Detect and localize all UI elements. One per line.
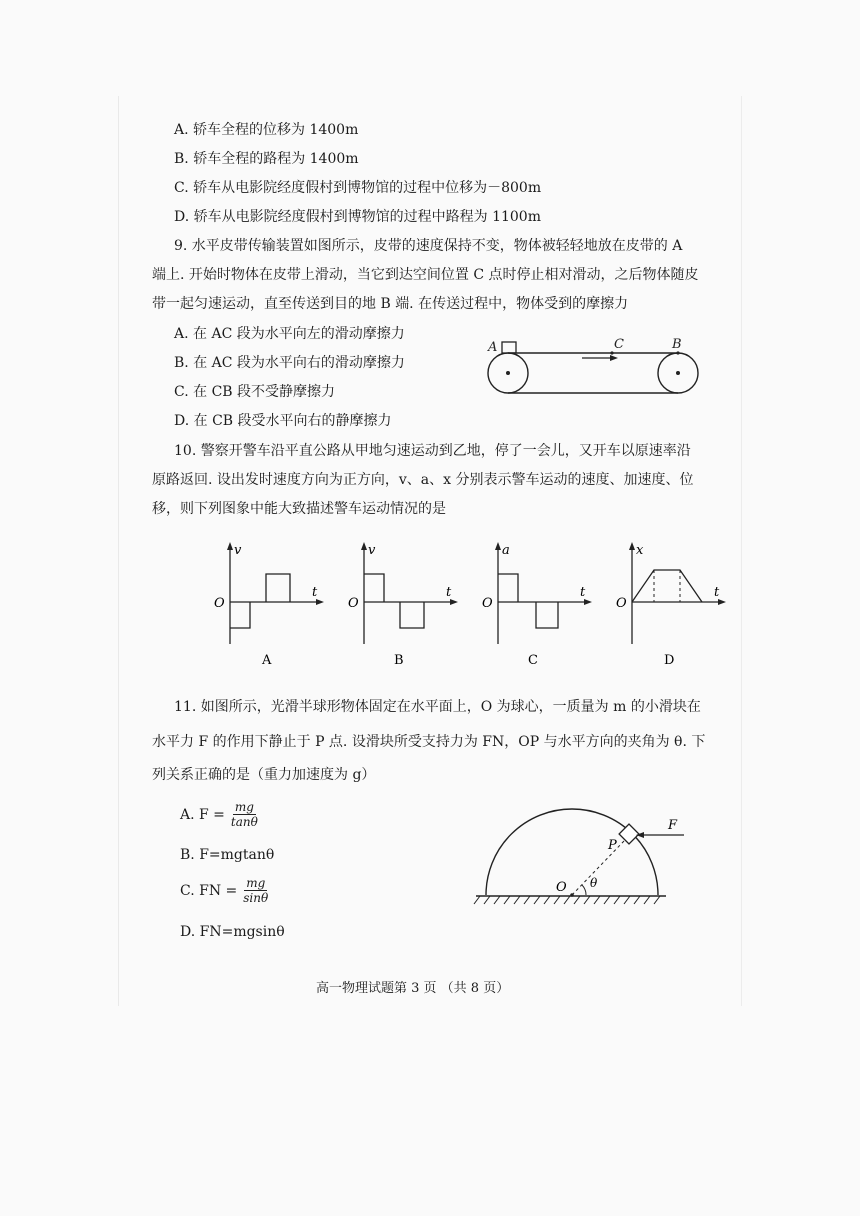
q11-stem-line-3: 列关系正确的是（重力加速度为 g） (152, 767, 376, 783)
q11-option-c-fraction (241, 876, 270, 905)
q10-stem-line-3: 移，则下列图象中能大致描述警车运动情况的是 (152, 501, 446, 517)
graph-b-origin-label: O (348, 596, 359, 611)
q8-option-a: A. 轿车全程的位移为 1400m (174, 122, 359, 138)
graph-b (342, 540, 462, 668)
graph-d-origin-label: O (616, 596, 627, 611)
graph-c-label: C (528, 653, 538, 668)
q10-stem-line-1: 10. 警察开警车沿平直公路从甲地匀速运动到乙地，停了一会儿，又开车以原速率沿 (174, 443, 691, 459)
belt-label-a: A (488, 340, 498, 355)
belt-label-c: C (614, 337, 624, 352)
graph-b-x-axis-label: t (446, 585, 452, 600)
force-label-f: F (668, 818, 678, 833)
page-footer: 高一物理试题第 3 页 （共 8 页） (316, 981, 510, 996)
q9-option-d: D. 在 CB 段受水平向右的静摩擦力 (174, 413, 392, 429)
graph-b-label: B (394, 653, 404, 668)
q9-option-a: A. 在 AC 段为水平向左的滑动摩擦力 (174, 326, 405, 342)
graph-a (208, 540, 328, 668)
q9-stem-line-1: 9. 水平皮带传输装置如图所示，皮带的速度保持不变，物体被轻轻地放在皮带的 A (174, 238, 683, 254)
q9-option-b: B. 在 AC 段为水平向右的滑动摩擦力 (174, 355, 405, 371)
q11-stem-line-2: 水平力 F 的作用下静止于 P 点. 设滑块所受支持力为 FN，OP 与水平方向的夹角为 θ. 下 (152, 734, 706, 750)
q9-stem-line-3: 带一起匀速运动，直至传送到目的地 B 端. 在传送过程中，物体受到的摩擦力 (152, 296, 629, 312)
graph-c-y-axis-label: a (502, 543, 510, 558)
q11-option-c-numerator: mg (246, 876, 266, 890)
center-label-o: O (556, 880, 567, 895)
graph-b-y-axis-label: v (368, 543, 376, 558)
graph-d-y-axis-label: x (636, 543, 644, 558)
hemisphere-figure (472, 805, 694, 915)
graph-c-x-axis-label: t (580, 585, 586, 600)
graph-a-y-axis-label: v (234, 543, 242, 558)
q11-option-c-prefix: C. FN = (180, 882, 238, 899)
graph-c-origin-label: O (482, 596, 493, 611)
q8-option-d: D. 轿车从电影院经度假村到博物馆的过程中路程为 1100m (174, 209, 541, 225)
graph-c (476, 540, 596, 668)
graph-d (610, 540, 730, 668)
belt-label-b: B (672, 337, 682, 352)
q9-option-c: C. 在 CB 段不受静摩擦力 (174, 384, 336, 400)
graph-a-x-axis-label: t (312, 585, 318, 600)
q11-option-b: B. F=mgtanθ (180, 847, 275, 863)
q11-stem-line-1: 11. 如图所示，光滑半球形物体固定在水平面上，O 为球心，一质量为 m 的小滑块在 (174, 699, 701, 715)
q11-option-a-fraction (229, 800, 260, 829)
q11-option-c-denominator: sinθ (243, 891, 269, 905)
q11-option-d: D. FN=mgsinθ (180, 924, 285, 940)
point-label-p: P (608, 838, 617, 853)
graph-d-label: D (664, 653, 675, 668)
angle-label-theta: θ (590, 876, 598, 890)
graph-a-origin-label: O (214, 596, 225, 611)
q11-option-c (180, 876, 270, 905)
graph-a-label: A (262, 653, 272, 668)
q9-stem-line-2: 端上. 开始时物体在皮带上滑动，当它到达空间位置 C 点时停止相对滑动，之后物体随皮 (152, 267, 699, 283)
q11-option-a-denominator: tanθ (230, 815, 258, 829)
q11-option-a-prefix: A. F = (180, 806, 225, 823)
q11-option-a (180, 800, 260, 829)
q8-option-b: B. 轿车全程的路程为 1400m (174, 151, 359, 167)
q10-stem-line-2: 原路返回. 设出发时速度方向为正方向，v、a、x 分别表示警车运动的速度、加速度、位 (152, 472, 694, 488)
graph-d-x-axis-label: t (714, 585, 720, 600)
conveyor-belt-figure (482, 334, 712, 400)
q11-option-a-numerator: mg (234, 800, 254, 814)
q8-option-c: C. 轿车从电影院经度假村到博物馆的过程中位移为－800m (174, 180, 542, 196)
